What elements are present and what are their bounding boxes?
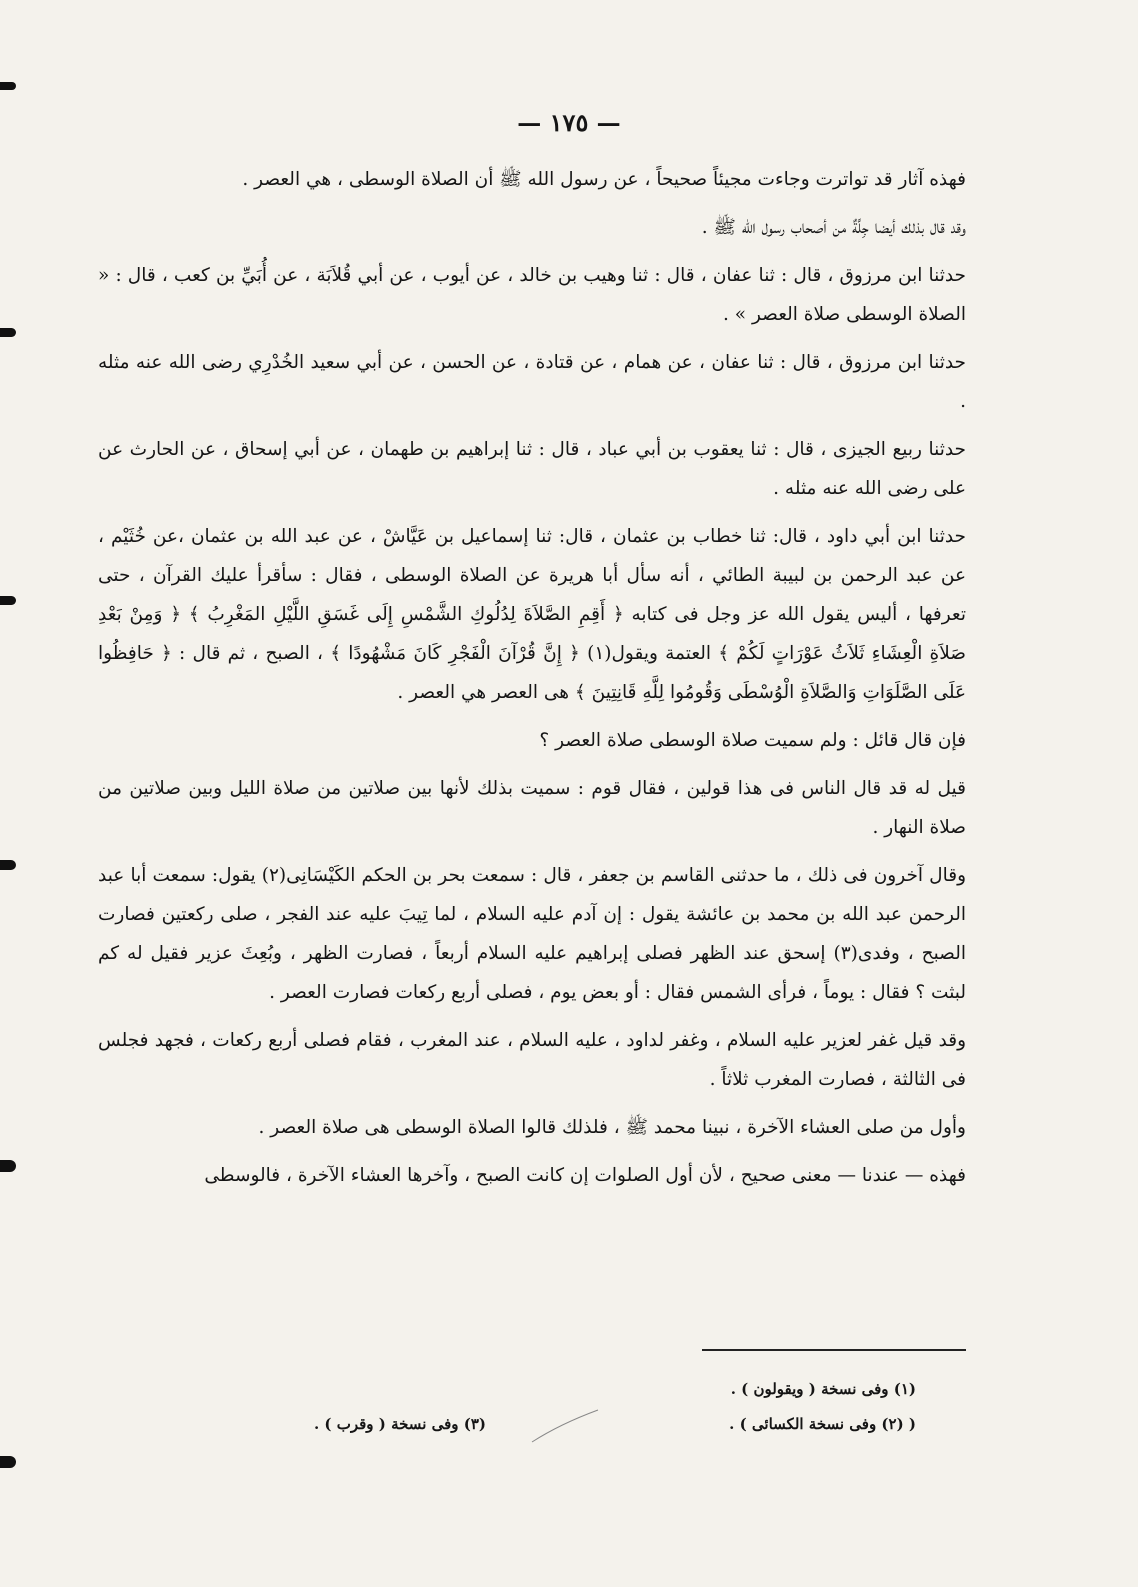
footnote-1: (١) وفى نسخة ( ويقولون ) . — [730, 1380, 916, 1398]
paragraph-companions: وقد قال بذلك أيضا جِلَّةٌ من أصحاب رسول الله ﷺ . — [701, 217, 966, 238]
scan-edge-mark — [0, 82, 16, 90]
footnote-2: ( (٢) وفى نسخة الكسائى ) . — [729, 1415, 916, 1433]
page-number: — ١٧٥ — — [517, 108, 621, 137]
hadith-ali: حدثنا ربيع الجيزى ، قال : ثنا يعقوب بن أبي عباد ، قال : ثنا إبراهيم بن طهمان ، عن أبي إسحاق ، عن الحارث عن على رضى الله عنه مثله . — [98, 439, 966, 499]
answer-first-opinion: قيل له قد قال الناس فى هذا قولين ، فقال قوم : سميت بذلك لأنها بين صلاتين من صلاة الليل وبين صلاتين من صلاة النهار . — [98, 778, 966, 838]
hadith-ubayy: حدثنا ابن مرزوق ، قال : ثنا عفان ، قال : ثنا وهيب بن خالد ، عن أيوب ، عن أبي قُلاَبَة ، عن أُبَيِّ بن كعب ، قال : « الصلاة الوسطى صلاة العصر » . — [98, 265, 966, 325]
paragraph-isha: وأول من صلى العشاء الآخرة ، نبينا محمد ﷺ ، فلذلك قالوا الصلاة الوسطى هى صلاة العصر . — [258, 1117, 966, 1138]
scan-edge-mark — [0, 860, 16, 870]
main-text — [98, 160, 966, 1204]
pencil-scribble — [530, 1408, 600, 1444]
paragraph-maghrib: وقد قيل غفر لعزير عليه السلام ، وغفر لداود ، عليه السلام ، عند المغرب ، فقام فصلى أربع ركعات ، فجهد فجلس فى الثالثة ، فصارت المغرب ثلاثاً . — [98, 1030, 966, 1090]
hadith-abu-said: حدثنا ابن مرزوق ، قال : ثنا عفان ، عن همام ، عن قتادة ، عن الحسن ، عن أبي سعيد الخُدْرِي رضى الله عنه مثله . — [98, 352, 966, 412]
scan-edge-mark — [0, 596, 16, 605]
scan-edge-mark — [0, 1456, 16, 1468]
footnote-3: (٣) وفى نسخة ( وقرب ) . — [313, 1415, 486, 1433]
question-paragraph: فإن قال قائل : ولم سميت صلاة الوسطى صلاة العصر ؟ — [539, 730, 966, 751]
hadith-abu-hurayra: حدثنا ابن أبي داود ، قال: ثنا خطاب بن عثمان ، قال: ثنا إسماعيل بن عَيَّاشْ ، عن عبد الله بن عثمان ،عن خُثَيْم ، عن عبد الرحمن بن لبيبة الطائي ، أنه سأل أبا هريرة عن الصلاة الوسطى ، فقال : سأقرأ عليك القرآن ، حتى تعرفها ، أليس يقول الله عز وجل فى كتابه ﴿ أَقِمِ الصَّلاَةَ لِدُلُوكِ الشَّمْسِ إِلَى غَسَقِ اللَّيْلِ المَغْرِبُ ﴾ ﴿ وَمِنْ بَعْدِ صَلاَةِ الْعِشَاءِ ثَلاَثُ عَوْرَاتٍ لَكُمْ ﴾ العتمة ويقول(١) ﴿ إِنَّ قُرْآنَ الْفَجْرِ كَانَ مَشْهُودًا ﴾ ، الصبح ، ثم قال : ﴿ حَافِظُوا عَلَى الصَّلَوَاتِ وَالصَّلاَةِ الْوُسْطَى وَقُومُوا لِلَّهِ قَانِتِينَ ﴾ هى العصر هي العصر . — [98, 526, 966, 703]
answer-second-opinion: وقال آخرون فى ذلك ، ما حدثنى القاسم بن جعفر ، قال : سمعت بحر بن الحكم الكَيْسَانِى(٢) يقول: سمعت أبا عبد الرحمن عبد الله بن محمد بن عائشة يقول : إن آدم عليه السلام ، لما تِيبَ عليه عند الفجر ، صلى ركعتين فصارت الصبح ، وفدى(٣) إسحق عند الظهر فصلى إبراهيم عليه السلام أربعاً ، فصارت الظهر ، وبُعِثَ عزير فقيل له كم لبثت ؟ فقال : يوماً ، فرأى الشمس فقال : أو بعض يوم ، فصلى أربع ركعات فصارت العصر . — [98, 865, 966, 1003]
paragraph-conclusion: فهذه آثار قد تواترت وجاءت مجيئاً صحيحاً ، عن رسول الله ﷺ أن الصلاة الوسطى ، هي العصر . — [242, 169, 966, 190]
scan-edge-mark — [0, 328, 16, 337]
footnote-divider — [702, 1349, 966, 1351]
paragraph-final: فهذه — عندنا — معنى صحيح ، لأن أول الصلوات إن كانت الصبح ، وآخرها العشاء الآخرة ، فالوسطى — [204, 1165, 966, 1186]
scan-edge-mark — [0, 1160, 16, 1172]
